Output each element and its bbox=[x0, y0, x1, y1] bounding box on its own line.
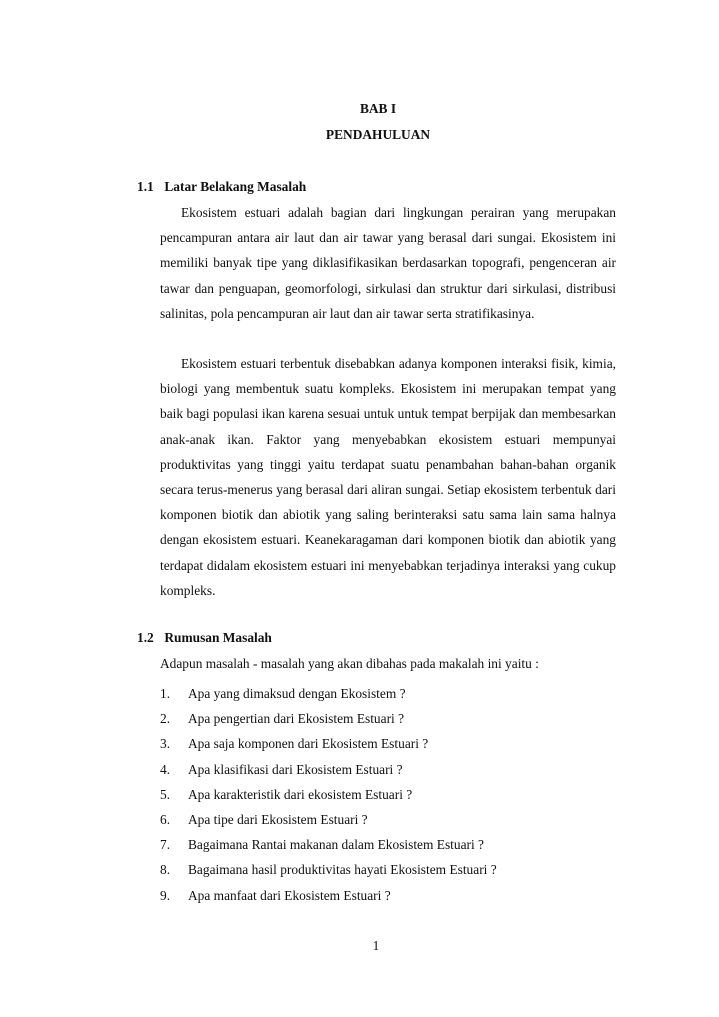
chapter-title: PENDAHULUAN bbox=[325, 127, 431, 142]
list-item-number: 6. bbox=[160, 811, 171, 827]
section-heading-rumusan-masalah bbox=[137, 630, 272, 646]
section-title: Rumusan Masalah bbox=[164, 630, 272, 645]
list-item bbox=[160, 883, 497, 908]
paragraph bbox=[160, 351, 616, 603]
list-item-number: 7. bbox=[160, 837, 171, 853]
list-item bbox=[160, 681, 497, 706]
chapter-label: BAB I bbox=[359, 101, 397, 116]
list-item-text: Apa yang dimaksud dengan Ekosistem ? bbox=[188, 686, 406, 701]
list-item-number: 4. bbox=[160, 761, 171, 777]
list-item bbox=[160, 832, 497, 857]
list-item-number: 8. bbox=[160, 862, 171, 878]
list-item-text: Bagaimana hasil produktivitas hayati Ekosistem Estuari ? bbox=[188, 862, 497, 878]
list-item bbox=[160, 757, 497, 782]
question-list bbox=[160, 681, 497, 908]
list-item bbox=[160, 782, 497, 807]
section-title: Latar Belakang Masalah bbox=[164, 179, 307, 194]
list-item-text: Apa klasifikasi dari Ekosistem Estuari ? bbox=[188, 761, 403, 777]
list-item bbox=[160, 706, 497, 731]
list-item-text: Apa tipe dari Ekosistem Estuari ? bbox=[188, 811, 368, 827]
list-item-text: Apa pengertian dari Ekosistem Estuari ? bbox=[188, 711, 405, 727]
list-item bbox=[160, 731, 497, 756]
paragraph bbox=[160, 200, 616, 326]
list-item-text: Apa karakteristik dari ekosistem Estuari ? bbox=[188, 786, 413, 802]
list-item bbox=[160, 857, 497, 882]
section-number: 1.1 bbox=[137, 179, 154, 194]
paragraph-text: Ekosistem estuari terbentuk disebabkan adanya komponen interaksi fisik, kimia, biologi yang membentuk suatu kompleks. Ekosistem ini merupakan tempat yang baik bagi populasi ikan karena sesuai untuk untuk tempat berpijak dan membesarkan anak-anak ikan. Faktor yang menyebabkan ekosistem estuari mempunyai produktivitas yang tinggi yaitu terdapat suatu penambahan bahan-bahan organik secara terus-menerus yang berasal dari aliran sungai. Setiap ekosistem terbentuk dari komponen biotik dan abiotik yang saling berinteraksi satu sama lain sama halnya dengan ekosistem estuari. Keanekaragaman dari komponen biotik dan abiotik yang terdapat didalam ekosistem estuari ini menyebabkan terjadinya interaksi yang cukup kompleks. bbox=[160, 356, 616, 598]
list-item-number: 5. bbox=[160, 786, 171, 802]
list-item-text: Apa manfaat dari Ekosistem Estuari ? bbox=[188, 887, 391, 903]
list-item-number: 1. bbox=[160, 686, 171, 701]
section-number: 1.2 bbox=[137, 630, 154, 645]
list-item-number: 3. bbox=[160, 736, 171, 752]
page-number: 1 bbox=[372, 938, 380, 953]
list-item bbox=[160, 807, 497, 832]
list-item-text: Apa saja komponen dari Ekosistem Estuari ? bbox=[188, 736, 429, 752]
list-item-number: 2. bbox=[160, 711, 171, 727]
list-intro: Adapun masalah - masalah yang akan dibahas pada makalah ini yaitu : bbox=[160, 656, 539, 671]
section-heading-latar-belakang bbox=[137, 179, 306, 195]
list-item-number: 9. bbox=[160, 887, 171, 903]
paragraph-text: Ekosistem estuari adalah bagian dari lingkungan perairan yang merupakan pencampuran antara air laut dan air tawar yang berasal dari sungai. Ekosistem ini memiliki banyak tipe yang diklasifikasikan berdasarkan topografi, pengenceran air tawar dan penguapan, geomorfologi, sirkulasi dan struktur dari sirkulasi, distribusi salinitas, pola pencampuran air laut dan air tawar serta stratifikasinya. bbox=[160, 205, 616, 321]
list-item-text: Bagaimana Rantai makanan dalam Ekosistem Estuari ? bbox=[188, 837, 484, 853]
